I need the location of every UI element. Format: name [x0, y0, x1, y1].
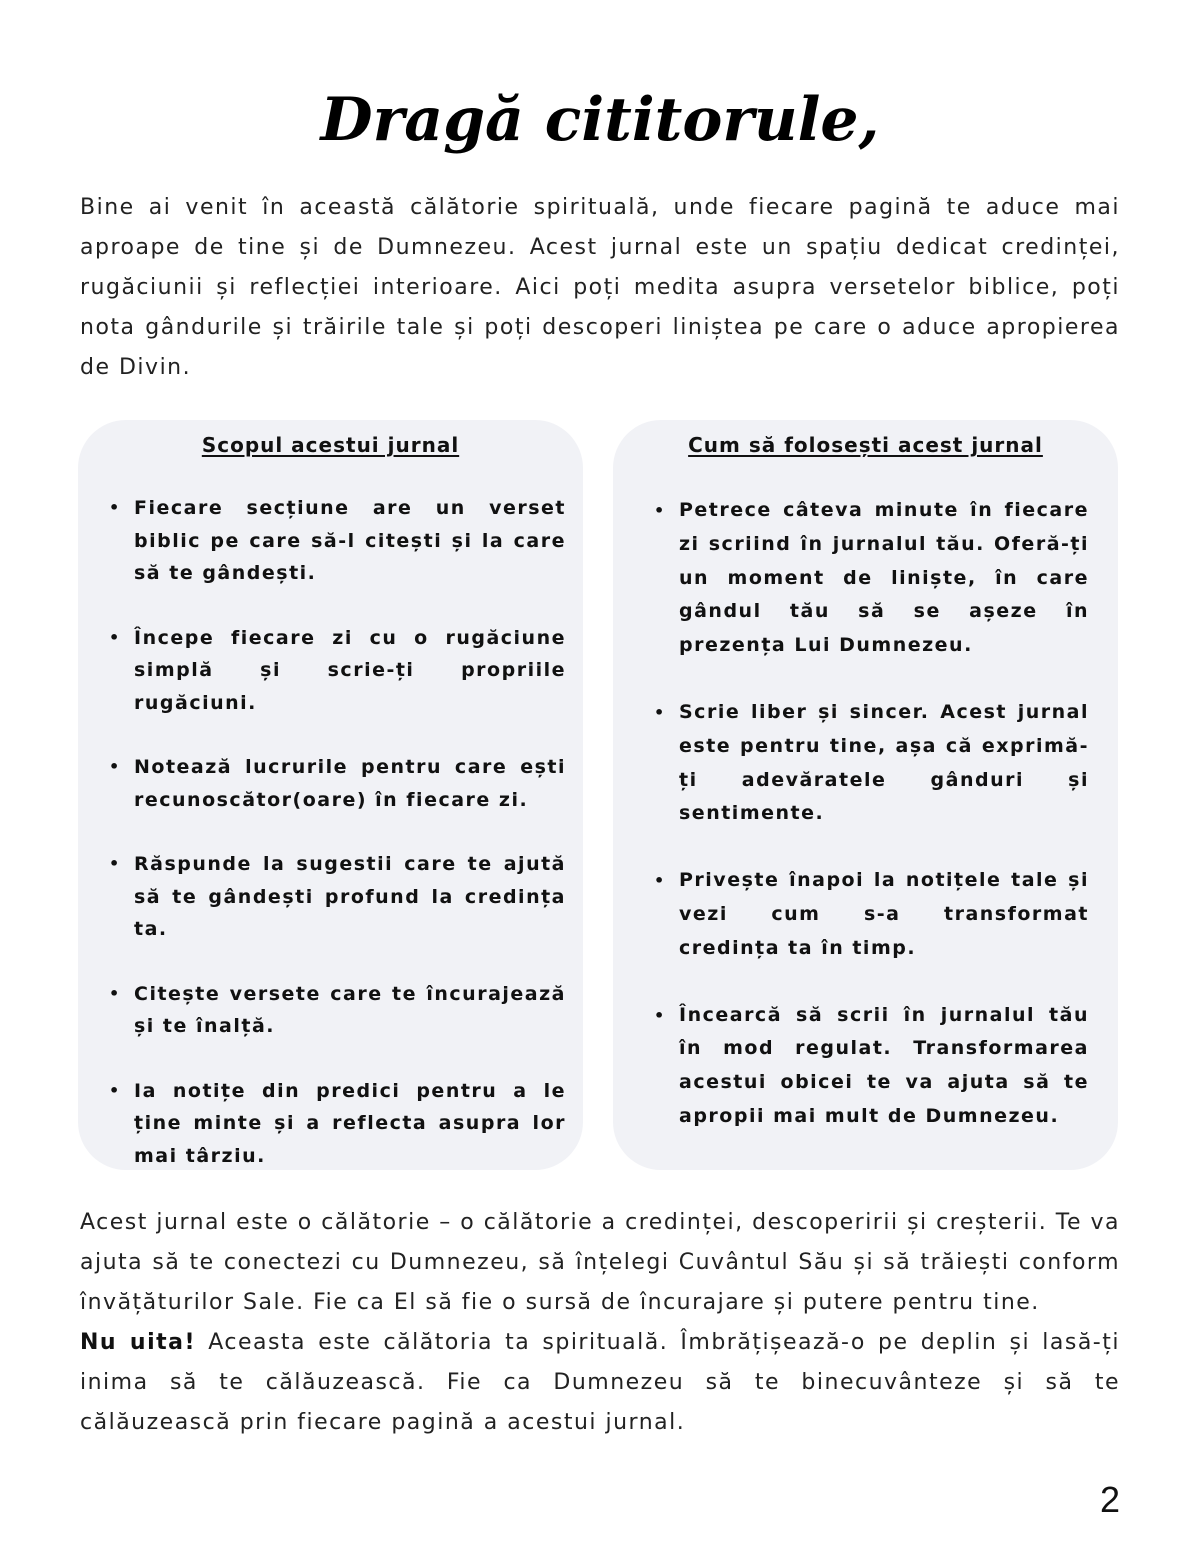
- list-item-text: Scrie liber și sincer. Acest jurnal este pentru tine, așa că exprimă-ți adevăratele gânduri și sentimente.: [679, 700, 1089, 825]
- list-item: [106, 492, 566, 590]
- intro-paragraph: Bine ai venit în această călătorie spirituală, unde fiecare pagină te aduce mai aproape de tine și de Dumnezeu. Acest jurnal este un spațiu dedicat credinței, rugăciunii și reflecției interioare. Aici poți medita asupra versetelor biblice, poți nota gândurile și trăirile tale și poți descoperi liniștea pe care o aduce apropierea de Divin.: [80, 195, 1120, 380]
- list-item-text: Încearcă să scrii în jurnalul tău în mod regulat. Transformarea acestui obicei te va ajuta să te apropii mai mult de Dumnezeu.: [679, 1003, 1089, 1127]
- page-number: 2: [1099, 1479, 1120, 1520]
- list-item-text: Citește versete care te încurajează și te înalță.: [134, 982, 566, 1037]
- purpose-card-heading: Scopul acestui jurnal: [201, 433, 460, 457]
- list-item: [106, 978, 566, 1043]
- bullet-icon: •: [109, 1080, 121, 1100]
- list-item-text: Ia notițe din predici pentru a le ține minte și a reflecta asupra lor mai târziu.: [134, 1079, 566, 1167]
- list-item-text: Privește înapoi la notițele tale și vezi cum s-a transformat credința ta în timp.: [679, 869, 1089, 959]
- purpose-card: [78, 420, 583, 1170]
- list-item-text: Notează lucrurile pentru care ești recunoscător(oare) în fiecare zi.: [134, 756, 566, 811]
- bullet-icon: •: [654, 702, 666, 722]
- bullet-icon: •: [109, 854, 121, 873]
- list-item: [651, 999, 1089, 1134]
- reminder-paragraph: [80, 1323, 1120, 1443]
- list-item-text: Începe fiecare zi cu o rugăciune simplă și scrie-ți propriile rugăciuni.: [134, 626, 566, 714]
- usage-list: [651, 494, 1089, 1167]
- usage-card-heading: Cum să folosești acest jurnal: [688, 433, 1043, 457]
- list-item-text: Petrece câteva minute în fiecare zi scriind în jurnalul tău. Oferă-ți un moment de liniște, în care gândul tău să se așeze în prezența Lui Dumnezeu.: [679, 499, 1089, 657]
- bullet-icon: •: [654, 871, 666, 891]
- closing-section: [80, 1203, 1120, 1443]
- list-item: [651, 494, 1089, 663]
- reminder-text: Aceasta este călătoria ta spirituală. Îmbrățișează-o pe deplin și lasă-ți inima să te călăuzească. Fie ca Dumnezeu să te binecuvânteze și să te călăuzească prin fiecare pagină a acestui jurnal.: [80, 1330, 1120, 1435]
- bullet-icon: •: [109, 757, 121, 776]
- reminder-label: Nu uita!: [80, 1330, 197, 1355]
- bullet-icon: •: [109, 983, 121, 1003]
- purpose-list: [106, 492, 566, 1204]
- list-item-text: Răspunde la sugestii care te ajută să te gândești profund la credința ta.: [134, 853, 566, 940]
- bullet-icon: •: [654, 1005, 666, 1025]
- list-item: [106, 751, 566, 816]
- page-title: Dragă cititorule,: [320, 85, 880, 155]
- list-item: [106, 622, 566, 720]
- list-item: [106, 848, 566, 946]
- closing-paragraph: Acest jurnal este o călătorie – o călătorie a credinței, descoperirii și creșterii. Te va ajuta să te conectezi cu Dumnezeu, să înțelegi Cuvântul Său și să trăiești conform învățăturilor Sale. Fie ca El să fie o sursă de încurajare și putere pentru tine.: [80, 1210, 1120, 1315]
- bullet-icon: •: [109, 498, 121, 517]
- list-item: [651, 696, 1089, 831]
- bullet-icon: •: [109, 627, 121, 647]
- bullet-icon: •: [654, 501, 666, 520]
- list-item-text: Fiecare secțiune are un verset biblic pe care să-l citești și la care să te gândești.: [134, 497, 566, 584]
- usage-card: [613, 420, 1118, 1170]
- list-item: [651, 864, 1089, 965]
- list-item: [106, 1075, 566, 1173]
